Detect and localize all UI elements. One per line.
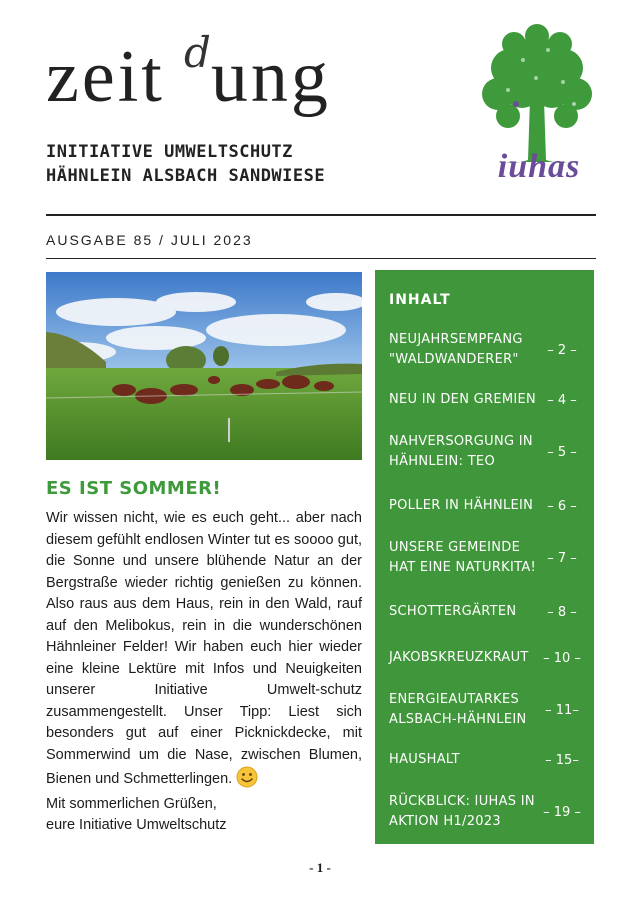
toc-item-page: – 5 – xyxy=(547,444,577,460)
toc-item-label: NEU IN DEN GREMIEN xyxy=(389,392,537,407)
toc-item-page: – 2 – xyxy=(547,342,577,358)
issue-label: AUSGABE 85 / JULI 2023 xyxy=(46,232,253,248)
article-body xyxy=(46,508,362,791)
toc-item-label: NEUJAHRSEMPFANG "WALDWANDERER" xyxy=(389,332,523,367)
toc-item[interactable] xyxy=(389,648,585,668)
organisation-line1: INITIATIVE UMWELTSCHUTZ xyxy=(46,142,293,162)
toc-item-page: – 11– xyxy=(545,702,579,718)
masthead-insert-letter: d xyxy=(184,28,214,77)
toc-item[interactable] xyxy=(389,690,585,730)
organisation-name xyxy=(46,140,325,188)
toc-item-label: ENERGIEAUTARKES ALSBACH-HÄHNLEIN xyxy=(389,692,527,727)
toc-item-page: – 7 – xyxy=(547,550,577,566)
toc-item[interactable] xyxy=(389,792,585,832)
masthead-title xyxy=(46,28,331,118)
masthead-part1: zeit xyxy=(46,36,165,118)
article-signoff xyxy=(46,794,362,836)
header-rule xyxy=(46,214,596,216)
toc-item-label: JAKOBSKREUZKRAUT xyxy=(389,650,529,665)
toc-item[interactable] xyxy=(389,750,585,770)
toc-title: INHALT xyxy=(389,292,451,308)
toc-item[interactable] xyxy=(389,496,585,516)
toc-item-label: POLLER IN HÄHNLEIN xyxy=(389,498,534,513)
toc-item-page: – 4 – xyxy=(547,392,577,408)
toc-item-label: HAUSHALT xyxy=(389,752,460,767)
article-body-text: Wir wissen nicht, wie es euch geht... aber nach diesem gefühlt endlosen Winter tut es soooo gut, die Sonne und unsere blühende Natur an der Bergstraße wieder richtig genießen zu können. Also raus aus dem Haus, rein in den Wald, rauf auf den Melibokus, rein in die wunderschönen Hähnleiner Felder! Wir haben euch hier wieder eine kleine Lektüre mit Infos und Neuigkeiten unserer Initiative Umwelt-schutz zusammengestellt. Unser Tipp: Liest sich besonders gut auf einer Picknickdecke, mit Sommerwind um die Nase, zwischen Blumen, Bienen und Schmetterlingen. xyxy=(46,510,362,787)
toc-item-label: UNSERE GEMEINDE HAT EINE NATURKITA! xyxy=(389,540,537,575)
toc-item-page: – 19 – xyxy=(543,804,581,820)
smiley-icon xyxy=(236,766,258,788)
toc-item[interactable] xyxy=(389,432,585,472)
toc-item-page: – 6 – xyxy=(547,498,577,514)
toc-item-label: SCHOTTERGÄRTEN xyxy=(389,604,517,619)
toc-item[interactable] xyxy=(389,330,585,370)
masthead-part2: ung xyxy=(210,36,331,118)
toc-item-page: – 15– xyxy=(545,752,579,768)
toc-item-page: – 10 – xyxy=(543,650,581,666)
toc-item[interactable] xyxy=(389,390,585,410)
signoff-line1: Mit sommerlichen Grüßen, xyxy=(46,796,217,812)
issue-rule xyxy=(46,258,596,259)
table-of-contents xyxy=(375,270,594,844)
toc-item-label: RÜCKBLICK: IUHAS IN AKTION H1/2023 xyxy=(389,794,535,829)
toc-item[interactable] xyxy=(389,538,585,578)
article-headline: ES IST SOMMER! xyxy=(46,478,222,499)
page-number: - 1 - xyxy=(309,860,331,875)
logo-text: iuhas xyxy=(497,148,581,185)
toc-item[interactable] xyxy=(389,602,585,622)
cows-meadow-photo xyxy=(46,272,362,460)
toc-item-label: NAHVERSORGUNG IN HÄHNLEIN: TEO xyxy=(389,434,533,469)
signoff-line2: eure Initiative Umweltschutz xyxy=(46,817,227,833)
organisation-line2: HÄHNLEIN ALSBACH SANDWIESE xyxy=(46,166,326,186)
toc-item-page: – 8 – xyxy=(547,604,577,620)
